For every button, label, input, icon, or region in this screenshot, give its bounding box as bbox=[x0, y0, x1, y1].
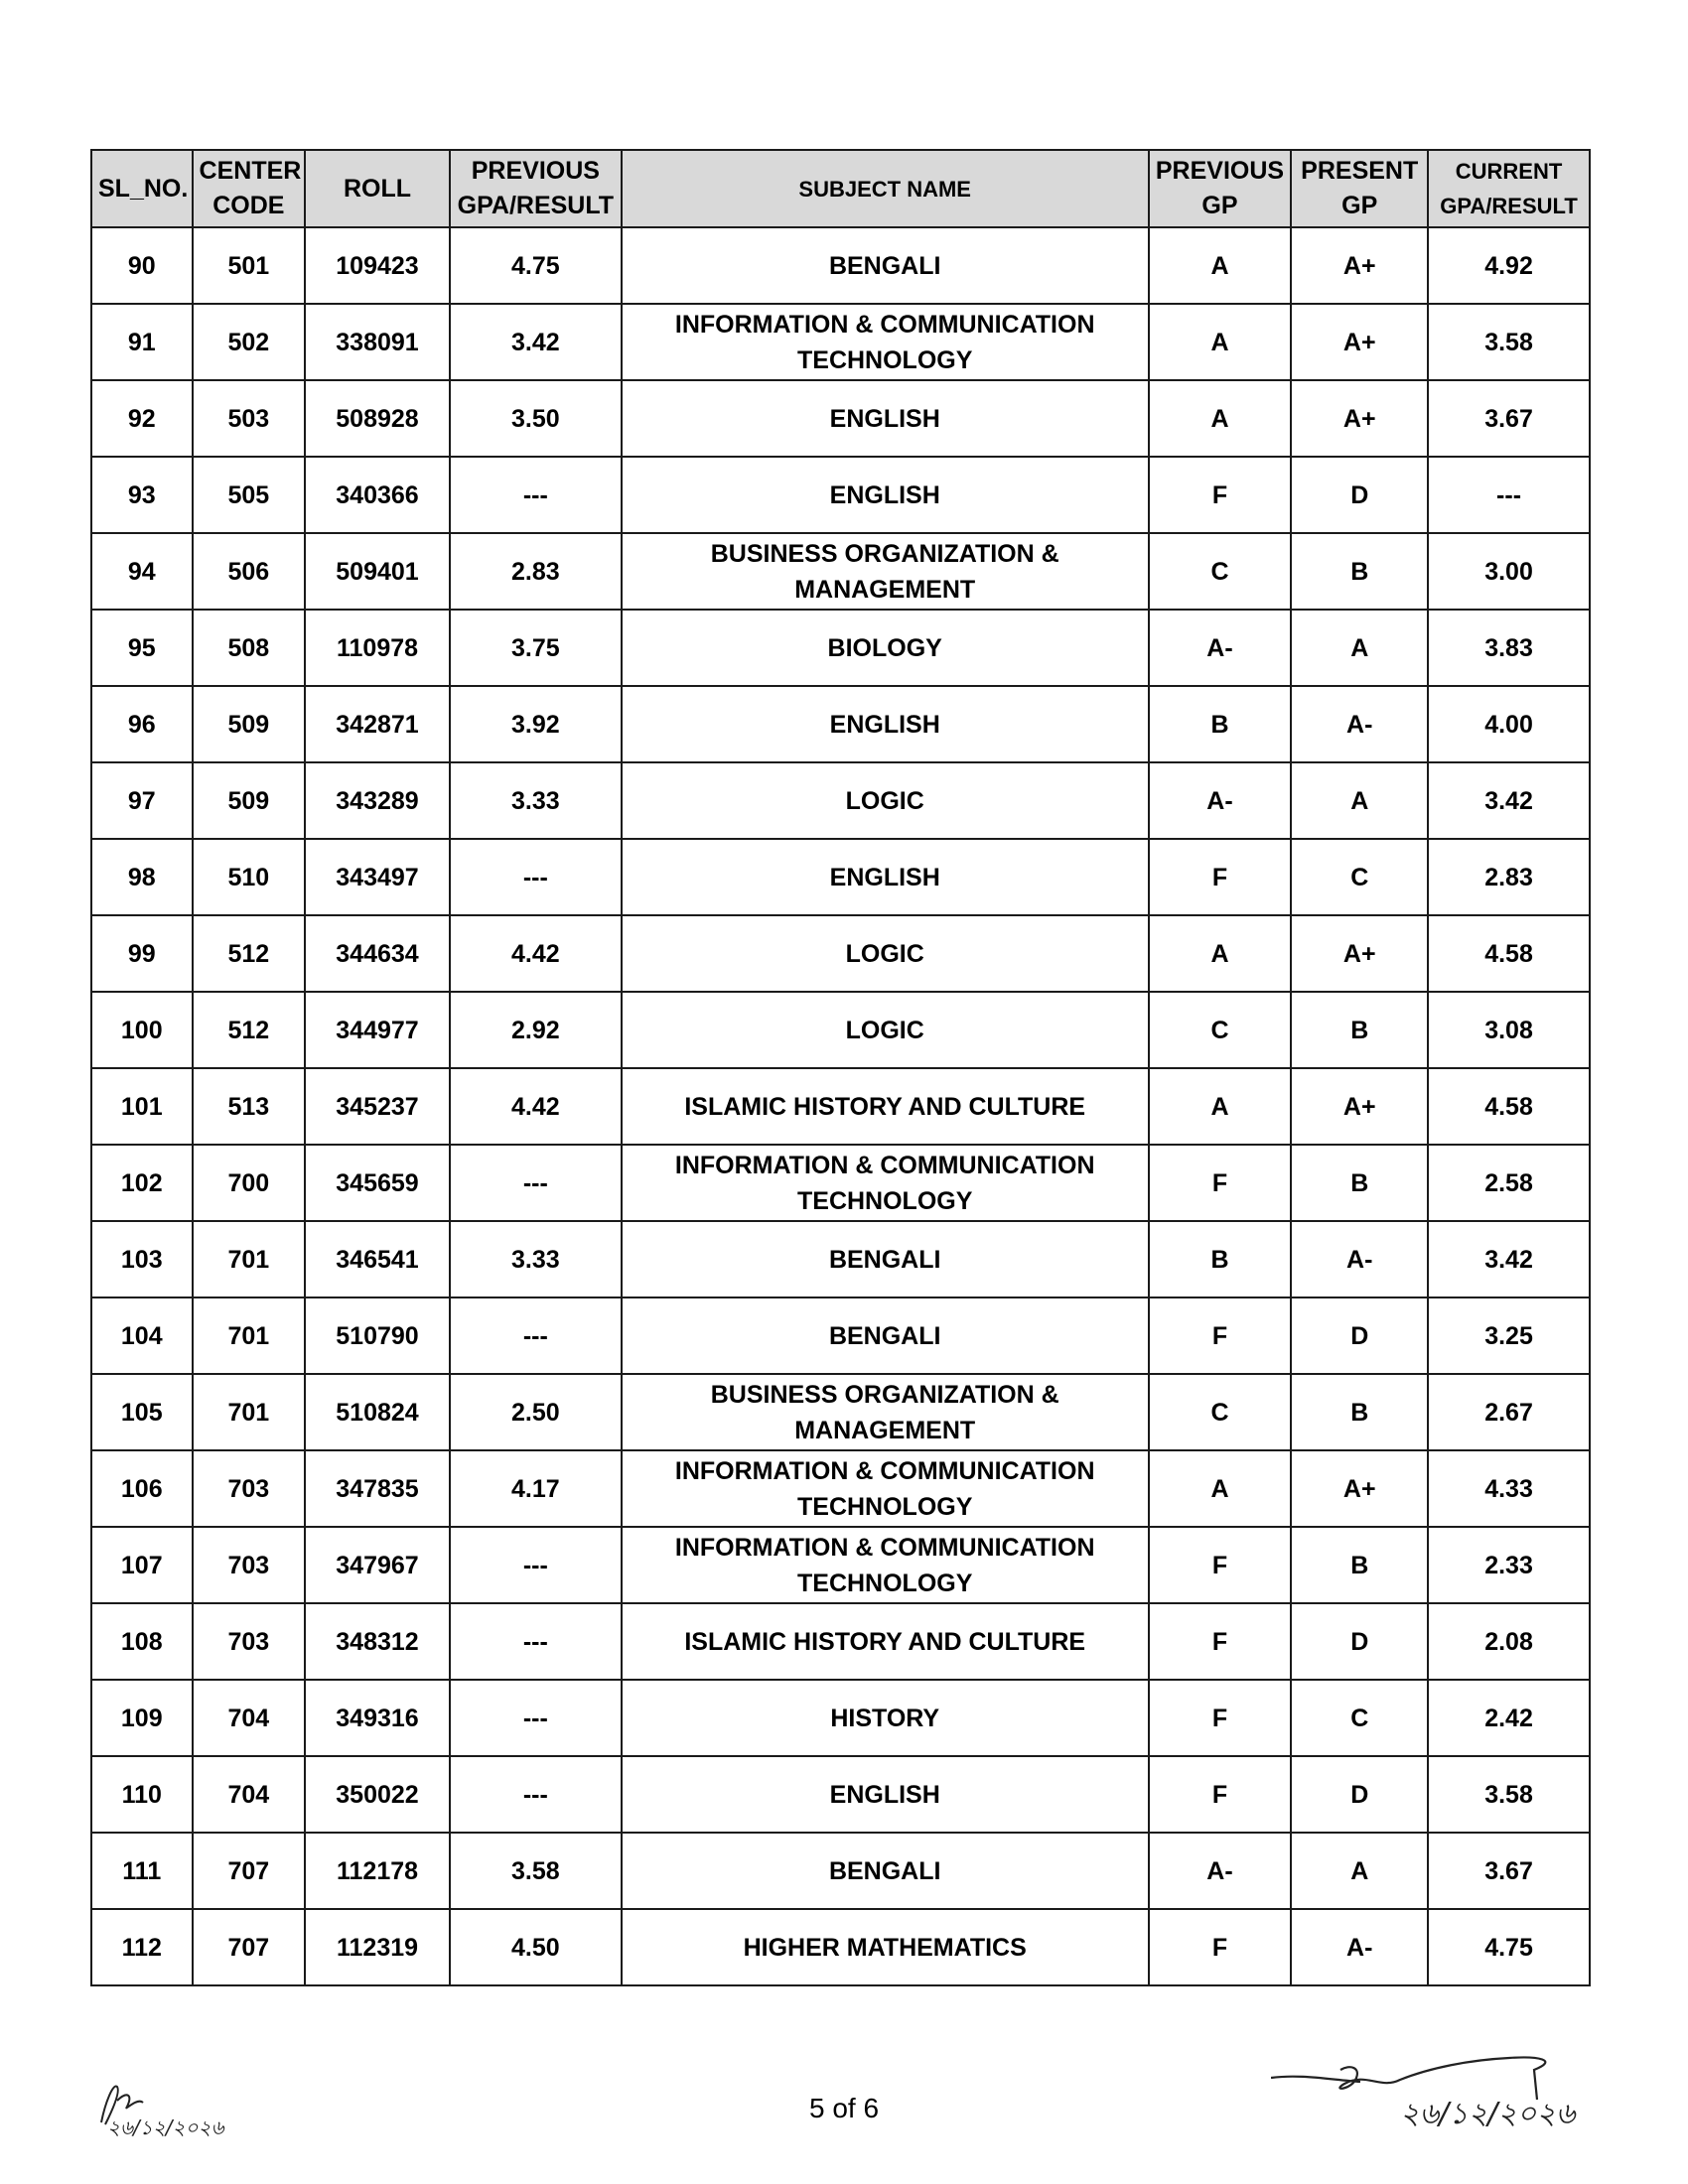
center-code-cell: 704 bbox=[193, 1680, 306, 1756]
present-gp-cell: B bbox=[1291, 1527, 1428, 1603]
current-gpa-cell: 4.75 bbox=[1428, 1909, 1590, 1985]
current-gpa-cell: 4.58 bbox=[1428, 1068, 1590, 1145]
table-row bbox=[91, 1374, 1590, 1450]
header-sl-no: SL_NO. bbox=[91, 150, 193, 227]
present-gp-cell: A bbox=[1291, 610, 1428, 686]
present-gp-cell: A+ bbox=[1291, 304, 1428, 380]
table-body bbox=[91, 227, 1590, 1985]
table-row bbox=[91, 1527, 1590, 1603]
roll-cell: 343497 bbox=[305, 839, 450, 915]
subject-name-cell: LOGIC bbox=[622, 915, 1149, 992]
table-row bbox=[91, 1297, 1590, 1374]
table-row bbox=[91, 1221, 1590, 1297]
table-row bbox=[91, 1068, 1590, 1145]
present-gp-cell: B bbox=[1291, 1145, 1428, 1221]
previous-gpa-cell: --- bbox=[450, 1603, 622, 1680]
header-present-gp: PRESENT GP bbox=[1291, 150, 1428, 227]
center-code-cell: 510 bbox=[193, 839, 306, 915]
center-code-cell: 503 bbox=[193, 380, 306, 457]
current-gpa-cell: 4.58 bbox=[1428, 915, 1590, 992]
previous-gpa-cell: 2.83 bbox=[450, 533, 622, 610]
center-code-cell: 512 bbox=[193, 992, 306, 1068]
previous-gpa-cell: 3.33 bbox=[450, 762, 622, 839]
roll-cell: 345659 bbox=[305, 1145, 450, 1221]
previous-gp-cell: F bbox=[1149, 1756, 1292, 1833]
subject-name-cell: INFORMATION & COMMUNICATION TECHNOLOGY bbox=[622, 1450, 1149, 1527]
previous-gp-cell: F bbox=[1149, 1603, 1292, 1680]
previous-gpa-cell: 4.75 bbox=[450, 227, 622, 304]
current-gpa-cell: 3.00 bbox=[1428, 533, 1590, 610]
center-code-cell: 701 bbox=[193, 1374, 306, 1450]
table-row bbox=[91, 686, 1590, 762]
roll-cell: 510824 bbox=[305, 1374, 450, 1450]
table-row bbox=[91, 1680, 1590, 1756]
sl-no-cell: 96 bbox=[91, 686, 193, 762]
previous-gp-cell: A bbox=[1149, 227, 1292, 304]
current-gpa-cell: 2.08 bbox=[1428, 1603, 1590, 1680]
current-gpa-cell: 2.42 bbox=[1428, 1680, 1590, 1756]
previous-gpa-cell: 2.92 bbox=[450, 992, 622, 1068]
previous-gpa-cell: 3.33 bbox=[450, 1221, 622, 1297]
current-gpa-cell: --- bbox=[1428, 457, 1590, 533]
results-table bbox=[90, 149, 1591, 1986]
table-row bbox=[91, 915, 1590, 992]
sl-no-cell: 112 bbox=[91, 1909, 193, 1985]
previous-gp-cell: F bbox=[1149, 1145, 1292, 1221]
roll-cell: 345237 bbox=[305, 1068, 450, 1145]
subject-name-cell: HISTORY bbox=[622, 1680, 1149, 1756]
previous-gpa-cell: 4.42 bbox=[450, 1068, 622, 1145]
signature-right-date: ২৬/১২/২০২৬ bbox=[1400, 2097, 1576, 2131]
current-gpa-cell: 3.42 bbox=[1428, 1221, 1590, 1297]
previous-gp-cell: F bbox=[1149, 839, 1292, 915]
previous-gp-cell: A- bbox=[1149, 1833, 1292, 1909]
previous-gp-cell: C bbox=[1149, 1374, 1292, 1450]
present-gp-cell: D bbox=[1291, 1603, 1428, 1680]
subject-name-cell: ENGLISH bbox=[622, 1756, 1149, 1833]
table-row bbox=[91, 304, 1590, 380]
subject-name-cell: INFORMATION & COMMUNICATION TECHNOLOGY bbox=[622, 304, 1149, 380]
table-row bbox=[91, 533, 1590, 610]
previous-gp-cell: F bbox=[1149, 1527, 1292, 1603]
header-previous-gp: PREVIOUS GP bbox=[1149, 150, 1292, 227]
previous-gpa-cell: 2.50 bbox=[450, 1374, 622, 1450]
sl-no-cell: 98 bbox=[91, 839, 193, 915]
current-gpa-cell: 3.67 bbox=[1428, 1833, 1590, 1909]
previous-gpa-cell: --- bbox=[450, 1756, 622, 1833]
previous-gp-cell: C bbox=[1149, 992, 1292, 1068]
present-gp-cell: A+ bbox=[1291, 380, 1428, 457]
previous-gp-cell: A bbox=[1149, 304, 1292, 380]
center-code-cell: 505 bbox=[193, 457, 306, 533]
previous-gp-cell: B bbox=[1149, 1221, 1292, 1297]
table-row bbox=[91, 380, 1590, 457]
present-gp-cell: A bbox=[1291, 1833, 1428, 1909]
center-code-cell: 508 bbox=[193, 610, 306, 686]
roll-cell: 348312 bbox=[305, 1603, 450, 1680]
current-gpa-cell: 3.58 bbox=[1428, 304, 1590, 380]
sl-no-cell: 104 bbox=[91, 1297, 193, 1374]
previous-gpa-cell: --- bbox=[450, 457, 622, 533]
previous-gp-cell: A bbox=[1149, 1450, 1292, 1527]
roll-cell: 349316 bbox=[305, 1680, 450, 1756]
center-code-cell: 502 bbox=[193, 304, 306, 380]
current-gpa-cell: 3.08 bbox=[1428, 992, 1590, 1068]
subject-name-cell: LOGIC bbox=[622, 992, 1149, 1068]
previous-gpa-cell: --- bbox=[450, 1680, 622, 1756]
previous-gpa-cell: 4.50 bbox=[450, 1909, 622, 1985]
present-gp-cell: A- bbox=[1291, 686, 1428, 762]
present-gp-cell: A- bbox=[1291, 1221, 1428, 1297]
current-gpa-cell: 2.33 bbox=[1428, 1527, 1590, 1603]
current-gpa-cell: 4.92 bbox=[1428, 227, 1590, 304]
present-gp-cell: A bbox=[1291, 762, 1428, 839]
subject-name-cell: BIOLOGY bbox=[622, 610, 1149, 686]
header-subject-name: SUBJECT NAME bbox=[622, 150, 1149, 227]
signature-left-date: ২৬/১২/২০২৬ bbox=[107, 2116, 224, 2139]
subject-name-cell: BENGALI bbox=[622, 1833, 1149, 1909]
roll-cell: 347967 bbox=[305, 1527, 450, 1603]
previous-gpa-cell: --- bbox=[450, 839, 622, 915]
present-gp-cell: C bbox=[1291, 839, 1428, 915]
current-gpa-cell: 3.25 bbox=[1428, 1297, 1590, 1374]
previous-gp-cell: A bbox=[1149, 915, 1292, 992]
sl-no-cell: 110 bbox=[91, 1756, 193, 1833]
subject-name-cell: ENGLISH bbox=[622, 380, 1149, 457]
previous-gp-cell: C bbox=[1149, 533, 1292, 610]
table-row bbox=[91, 1145, 1590, 1221]
subject-name-cell: INFORMATION & COMMUNICATION TECHNOLOGY bbox=[622, 1527, 1149, 1603]
header-current-gpa: CURRENT GPA/RESULT bbox=[1428, 150, 1590, 227]
present-gp-cell: D bbox=[1291, 1297, 1428, 1374]
subject-name-cell: ENGLISH bbox=[622, 839, 1149, 915]
previous-gpa-cell: 3.75 bbox=[450, 610, 622, 686]
roll-cell: 509401 bbox=[305, 533, 450, 610]
present-gp-cell: A+ bbox=[1291, 227, 1428, 304]
previous-gpa-cell: --- bbox=[450, 1145, 622, 1221]
roll-cell: 109423 bbox=[305, 227, 450, 304]
previous-gpa-cell: 4.17 bbox=[450, 1450, 622, 1527]
table-row bbox=[91, 839, 1590, 915]
previous-gpa-cell: 3.42 bbox=[450, 304, 622, 380]
roll-cell: 508928 bbox=[305, 380, 450, 457]
roll-cell: 346541 bbox=[305, 1221, 450, 1297]
sl-no-cell: 103 bbox=[91, 1221, 193, 1297]
center-code-cell: 513 bbox=[193, 1068, 306, 1145]
sl-no-cell: 109 bbox=[91, 1680, 193, 1756]
subject-name-cell: ISLAMIC HISTORY AND CULTURE bbox=[622, 1603, 1149, 1680]
sl-no-cell: 108 bbox=[91, 1603, 193, 1680]
table-row bbox=[91, 1909, 1590, 1985]
subject-name-cell: ENGLISH bbox=[622, 686, 1149, 762]
table-row bbox=[91, 1756, 1590, 1833]
present-gp-cell: A+ bbox=[1291, 1450, 1428, 1527]
sl-no-cell: 107 bbox=[91, 1527, 193, 1603]
center-code-cell: 701 bbox=[193, 1297, 306, 1374]
current-gpa-cell: 3.42 bbox=[1428, 762, 1590, 839]
sl-no-cell: 111 bbox=[91, 1833, 193, 1909]
table-row bbox=[91, 992, 1590, 1068]
roll-cell: 342871 bbox=[305, 686, 450, 762]
current-gpa-cell: 2.58 bbox=[1428, 1145, 1590, 1221]
center-code-cell: 506 bbox=[193, 533, 306, 610]
roll-cell: 344977 bbox=[305, 992, 450, 1068]
previous-gp-cell: F bbox=[1149, 1297, 1292, 1374]
current-gpa-cell: 2.83 bbox=[1428, 839, 1590, 915]
table-row bbox=[91, 762, 1590, 839]
roll-cell: 340366 bbox=[305, 457, 450, 533]
center-code-cell: 707 bbox=[193, 1909, 306, 1985]
page-number: 5 of 6 bbox=[808, 2093, 880, 2123]
sl-no-cell: 90 bbox=[91, 227, 193, 304]
previous-gp-cell: A- bbox=[1149, 610, 1292, 686]
subject-name-cell: INFORMATION & COMMUNICATION TECHNOLOGY bbox=[622, 1145, 1149, 1221]
present-gp-cell: C bbox=[1291, 1680, 1428, 1756]
sl-no-cell: 106 bbox=[91, 1450, 193, 1527]
center-code-cell: 703 bbox=[193, 1603, 306, 1680]
subject-name-cell: HIGHER MATHEMATICS bbox=[622, 1909, 1149, 1985]
sl-no-cell: 101 bbox=[91, 1068, 193, 1145]
header-row bbox=[91, 150, 1590, 227]
table-row bbox=[91, 1603, 1590, 1680]
previous-gp-cell: B bbox=[1149, 686, 1292, 762]
sl-no-cell: 92 bbox=[91, 380, 193, 457]
center-code-cell: 501 bbox=[193, 227, 306, 304]
roll-cell: 347835 bbox=[305, 1450, 450, 1527]
center-code-cell: 704 bbox=[193, 1756, 306, 1833]
sl-no-cell: 100 bbox=[91, 992, 193, 1068]
subject-name-cell: ENGLISH bbox=[622, 457, 1149, 533]
sl-no-cell: 91 bbox=[91, 304, 193, 380]
previous-gp-cell: A bbox=[1149, 1068, 1292, 1145]
present-gp-cell: D bbox=[1291, 457, 1428, 533]
roll-cell: 510790 bbox=[305, 1297, 450, 1374]
center-code-cell: 701 bbox=[193, 1221, 306, 1297]
table-row bbox=[91, 457, 1590, 533]
sl-no-cell: 105 bbox=[91, 1374, 193, 1450]
center-code-cell: 512 bbox=[193, 915, 306, 992]
roll-cell: 112319 bbox=[305, 1909, 450, 1985]
roll-cell: 350022 bbox=[305, 1756, 450, 1833]
subject-name-cell: BENGALI bbox=[622, 1221, 1149, 1297]
center-code-cell: 707 bbox=[193, 1833, 306, 1909]
current-gpa-cell: 2.67 bbox=[1428, 1374, 1590, 1450]
subject-name-cell: BENGALI bbox=[622, 1297, 1149, 1374]
sl-no-cell: 99 bbox=[91, 915, 193, 992]
center-code-cell: 509 bbox=[193, 686, 306, 762]
present-gp-cell: D bbox=[1291, 1756, 1428, 1833]
previous-gpa-cell: --- bbox=[450, 1297, 622, 1374]
table-row bbox=[91, 1833, 1590, 1909]
current-gpa-cell: 4.33 bbox=[1428, 1450, 1590, 1527]
signature-right bbox=[1271, 2050, 1599, 2164]
header-roll: ROLL bbox=[305, 150, 450, 227]
sl-no-cell: 95 bbox=[91, 610, 193, 686]
sl-no-cell: 97 bbox=[91, 762, 193, 839]
center-code-cell: 703 bbox=[193, 1527, 306, 1603]
previous-gp-cell: F bbox=[1149, 1680, 1292, 1756]
table-row bbox=[91, 610, 1590, 686]
present-gp-cell: A+ bbox=[1291, 1068, 1428, 1145]
sl-no-cell: 94 bbox=[91, 533, 193, 610]
previous-gp-cell: A- bbox=[1149, 762, 1292, 839]
present-gp-cell: A- bbox=[1291, 1909, 1428, 1985]
current-gpa-cell: 3.83 bbox=[1428, 610, 1590, 686]
subject-name-cell: BUSINESS ORGANIZATION & MANAGEMENT bbox=[622, 1374, 1149, 1450]
previous-gp-cell: A bbox=[1149, 380, 1292, 457]
roll-cell: 344634 bbox=[305, 915, 450, 992]
previous-gpa-cell: 3.50 bbox=[450, 380, 622, 457]
header-previous-gpa: PREVIOUS GPA/RESULT bbox=[450, 150, 622, 227]
previous-gpa-cell: 3.58 bbox=[450, 1833, 622, 1909]
roll-cell: 110978 bbox=[305, 610, 450, 686]
previous-gp-cell: F bbox=[1149, 1909, 1292, 1985]
present-gp-cell: B bbox=[1291, 533, 1428, 610]
subject-name-cell: LOGIC bbox=[622, 762, 1149, 839]
sl-no-cell: 93 bbox=[91, 457, 193, 533]
current-gpa-cell: 4.00 bbox=[1428, 686, 1590, 762]
previous-gpa-cell: --- bbox=[450, 1527, 622, 1603]
roll-cell: 112178 bbox=[305, 1833, 450, 1909]
table-row bbox=[91, 227, 1590, 304]
table-row bbox=[91, 1450, 1590, 1527]
header-center-code: CENTER CODE bbox=[193, 150, 306, 227]
center-code-cell: 703 bbox=[193, 1450, 306, 1527]
present-gp-cell: A+ bbox=[1291, 915, 1428, 992]
center-code-cell: 700 bbox=[193, 1145, 306, 1221]
center-code-cell: 509 bbox=[193, 762, 306, 839]
present-gp-cell: B bbox=[1291, 992, 1428, 1068]
previous-gp-cell: F bbox=[1149, 457, 1292, 533]
current-gpa-cell: 3.67 bbox=[1428, 380, 1590, 457]
previous-gpa-cell: 4.42 bbox=[450, 915, 622, 992]
previous-gpa-cell: 3.92 bbox=[450, 686, 622, 762]
roll-cell: 338091 bbox=[305, 304, 450, 380]
present-gp-cell: B bbox=[1291, 1374, 1428, 1450]
current-gpa-cell: 3.58 bbox=[1428, 1756, 1590, 1833]
subject-name-cell: BUSINESS ORGANIZATION & MANAGEMENT bbox=[622, 533, 1149, 610]
sl-no-cell: 102 bbox=[91, 1145, 193, 1221]
subject-name-cell: ISLAMIC HISTORY AND CULTURE bbox=[622, 1068, 1149, 1145]
subject-name-cell: BENGALI bbox=[622, 227, 1149, 304]
roll-cell: 343289 bbox=[305, 762, 450, 839]
